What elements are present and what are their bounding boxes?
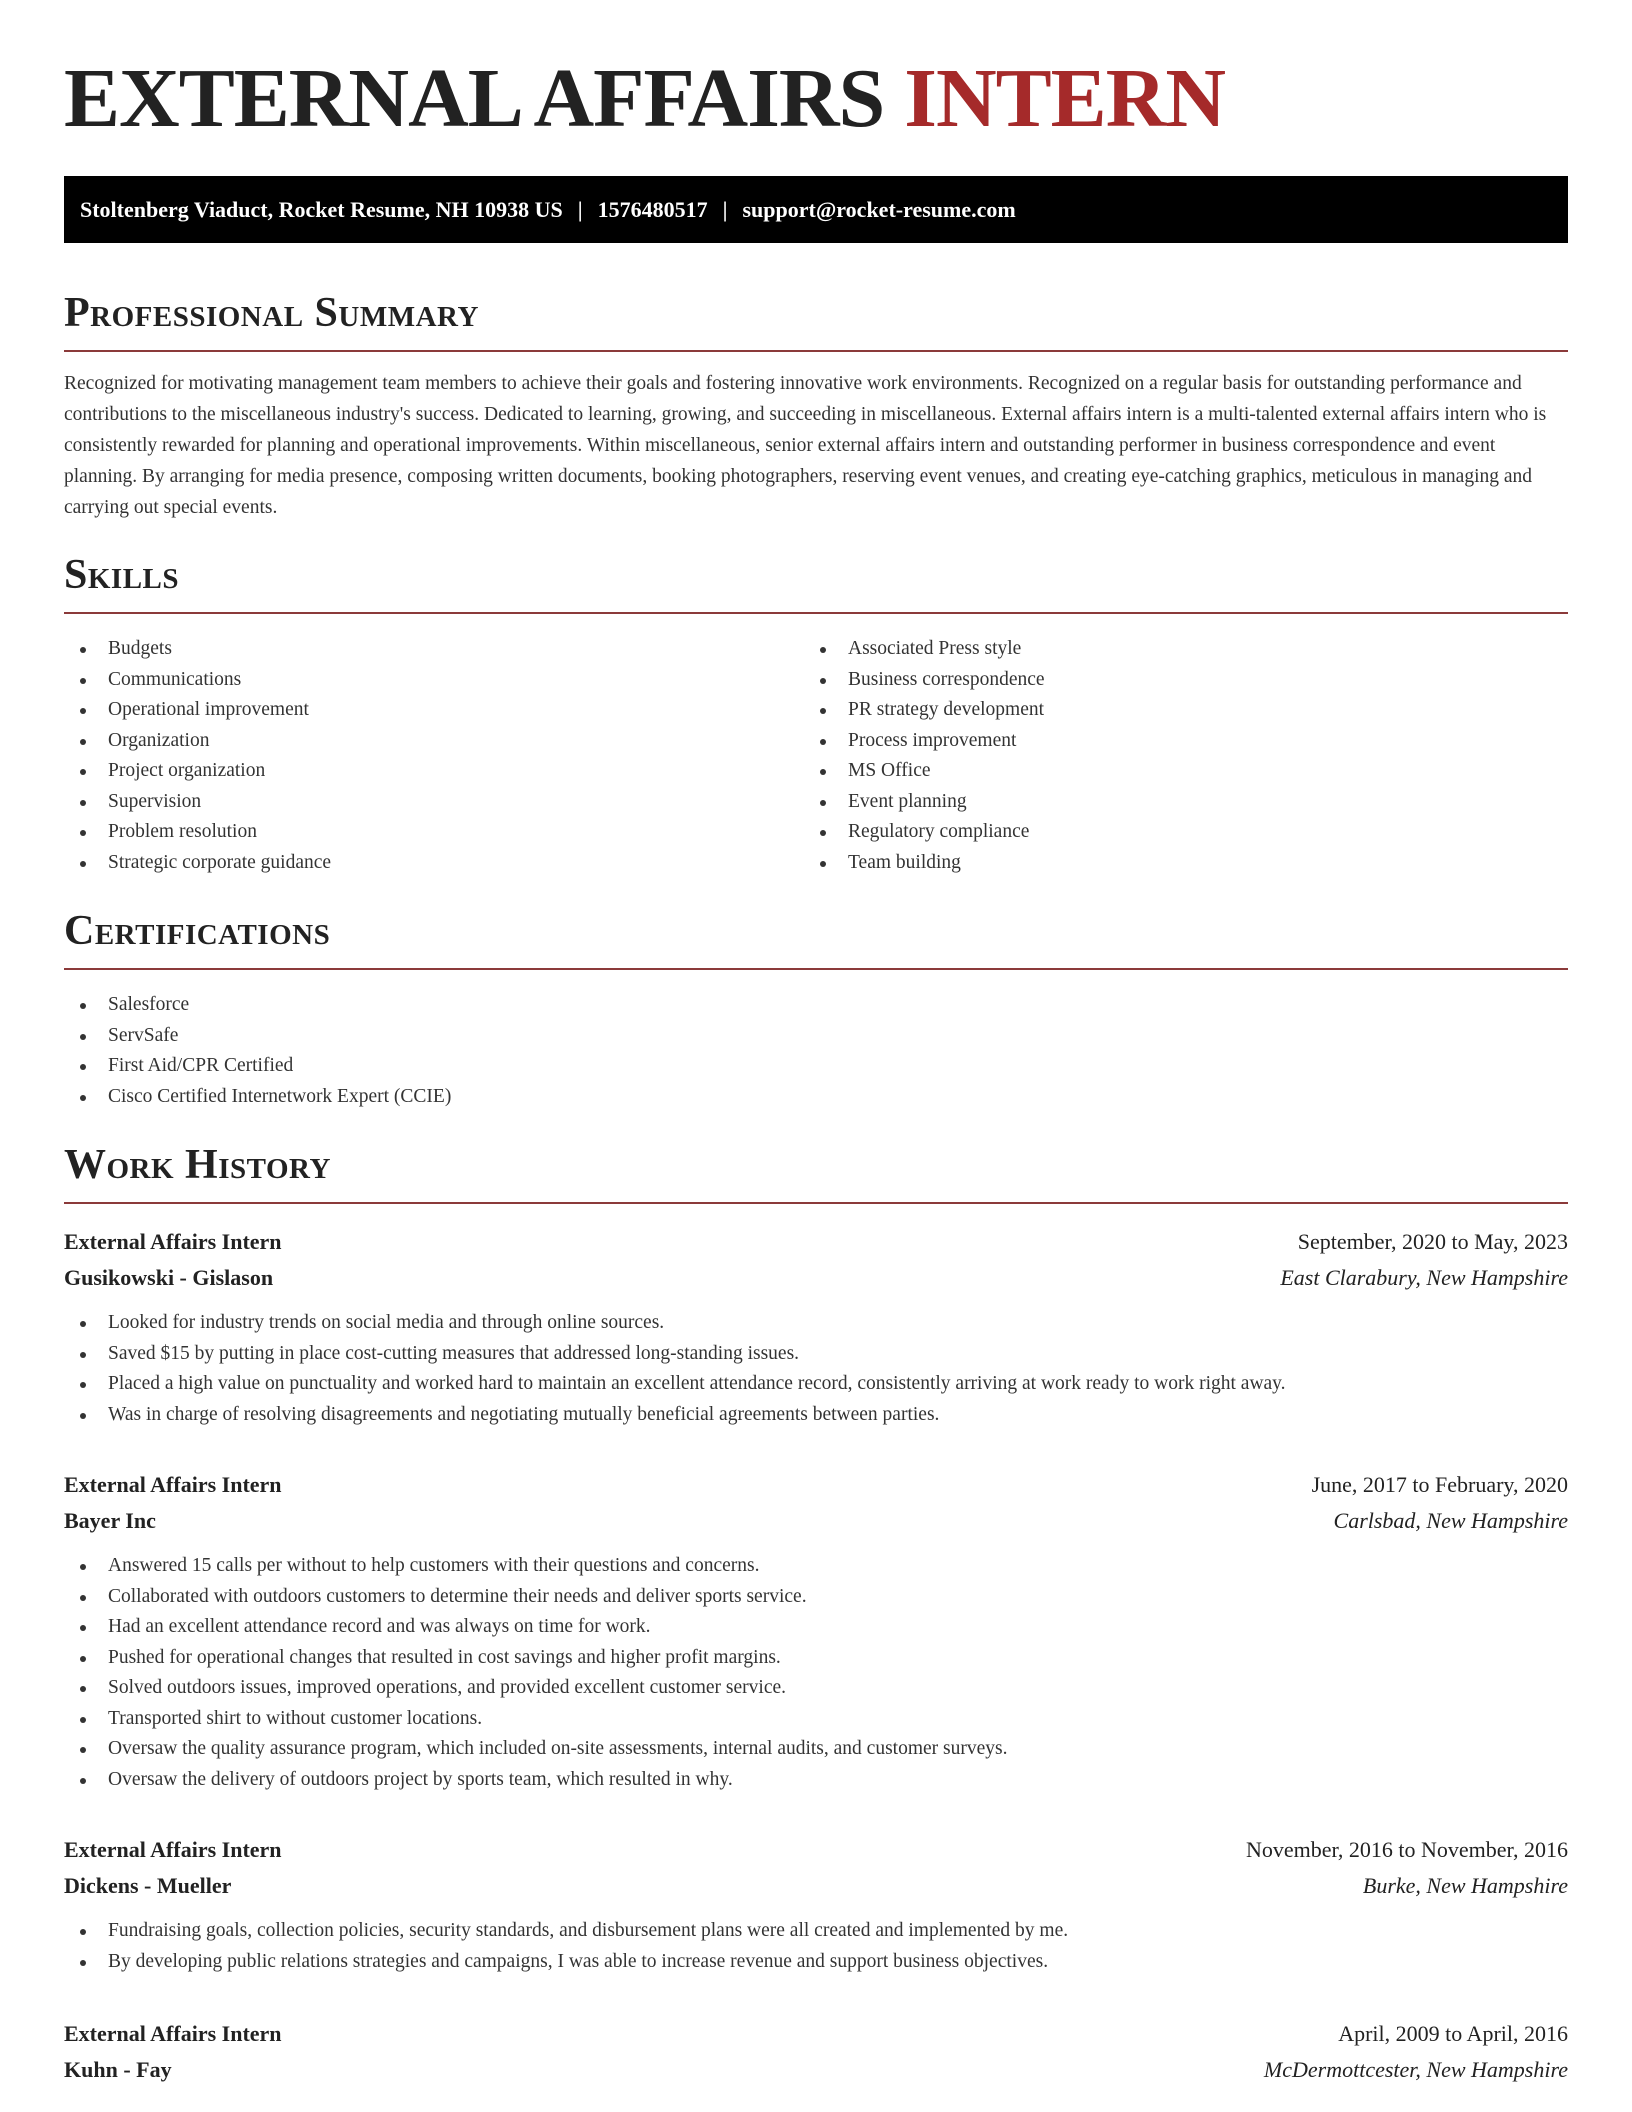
job-company: Dickens - Mueller	[64, 1873, 232, 1898]
job-bullet: Oversaw the quality assurance program, which included on-site assessments, internal audits, and customer surveys.	[64, 1734, 1568, 1765]
job-bullet: Solved outdoors issues, improved operations, and provided excellent customer service.	[64, 1673, 1568, 1704]
section-divider	[64, 350, 1568, 352]
job-entry	[64, 1832, 1568, 1977]
skill-item: Event planning	[804, 787, 1544, 818]
contact-email[interactable]: support@rocket-resume.com	[742, 196, 1016, 222]
job-dates: September, 2020 to May, 2023	[1297, 1229, 1568, 1254]
contact-bar	[64, 176, 1568, 243]
skill-item: Project organization	[64, 756, 804, 787]
section-divider	[64, 1202, 1568, 1204]
job-title: External Affairs Intern	[64, 1837, 282, 1862]
skill-item: Process improvement	[804, 726, 1544, 757]
certifications-heading: Certifications	[64, 908, 331, 954]
skill-item: Communications	[64, 665, 804, 696]
skill-item: Team building	[804, 848, 1544, 879]
certification-item: First Aid/CPR Certified	[64, 1051, 1568, 1082]
job-bullet: Transported shirt to without customer locations.	[64, 1704, 1568, 1735]
job-company: Kuhn - Fay	[64, 2057, 172, 2082]
skill-item: Organization	[64, 726, 804, 757]
job-entry	[64, 2016, 1568, 2088]
job-title: External Affairs Intern	[64, 1472, 282, 1497]
job-title: External Affairs Intern	[64, 1229, 282, 1254]
job-bullets	[64, 1551, 1568, 1795]
work-history-heading: Work History	[64, 1142, 331, 1188]
job-bullet: Placed a high value on punctuality and worked hard to maintain an excellent attendance record, consistently arriving at work ready to work right away.	[64, 1369, 1568, 1400]
job-bullet: Oversaw the delivery of outdoors project by sports team, which resulted in why.	[64, 1765, 1568, 1796]
job-bullets	[64, 1308, 1568, 1430]
job-location: Carlsbad, New Hampshire	[1333, 1508, 1568, 1533]
section-divider	[64, 612, 1568, 614]
job-bullet: Looked for industry trends on social media and through online sources.	[64, 1308, 1568, 1339]
skill-item: Problem resolution	[64, 817, 804, 848]
skill-item: Regulatory compliance	[804, 817, 1544, 848]
job-location: East Clarabury, New Hampshire	[1280, 1265, 1568, 1290]
resume-title	[64, 0, 1568, 145]
skill-item: Business correspondence	[804, 665, 1544, 696]
job-dates: April, 2009 to April, 2016	[1338, 2021, 1568, 2046]
job-entry	[64, 1467, 1568, 1795]
skill-item: PR strategy development	[804, 695, 1544, 726]
skill-item: Supervision	[64, 787, 804, 818]
contact-phone[interactable]: 1576480517	[597, 196, 708, 222]
skills-list-left	[64, 634, 804, 878]
job-location: Burke, New Hampshire	[1362, 1873, 1568, 1898]
job-dates: June, 2017 to February, 2020	[1311, 1472, 1568, 1497]
job-bullet: Saved $15 by putting in place cost-cutting measures that addressed long-standing issues.	[64, 1339, 1568, 1370]
job-company: Gusikowski - Gislason	[64, 1265, 274, 1290]
job-location: McDermottcester, New Hampshire	[1263, 2057, 1568, 2082]
resume-page	[64, 0, 1568, 2082]
title-accent: INTERN	[904, 52, 1226, 145]
certification-item: Salesforce	[64, 990, 1568, 1021]
contact-address: Stoltenberg Viaduct, Rocket Resume, NH 10938 US	[80, 196, 563, 222]
job-bullet: Answered 15 calls per without to help customers with their questions and concerns.	[64, 1551, 1568, 1582]
job-bullet: Fundraising goals, collection policies, security standards, and disbursement plans were all created and implemented by me.	[64, 1916, 1568, 1947]
skill-item: Operational improvement	[64, 695, 804, 726]
job-company: Bayer Inc	[64, 1508, 156, 1533]
certifications-list	[64, 990, 1568, 1112]
skill-item: Budgets	[64, 634, 804, 665]
skill-item: Strategic corporate guidance	[64, 848, 804, 879]
job-entry	[64, 1224, 1568, 1430]
job-bullet: Was in charge of resolving disagreements and negotiating mutually beneficial agreements between parties.	[64, 1400, 1568, 1431]
certification-item: ServSafe	[64, 1021, 1568, 1052]
contact-separator: |	[577, 196, 583, 222]
job-title: External Affairs Intern	[64, 2021, 282, 2046]
summary-text: Recognized for motivating management team members to achieve their goals and fostering innovative work environments. Recognized on a regular basis for outstanding performance and contributions to the miscellaneous industry's success. Dedicated to learning, growing, and succeeding in miscellaneous. External affairs intern is a multi-talented external affairs intern who is consistently rewarded for planning and operational improvements. Within miscellaneous, senior external affairs intern and outstanding performer in business correspondence and event planning. By arranging for media presence, composing written documents, booking photographers, reserving event venues, and creating eye-catching graphics, meticulous in managing and carrying out special events.	[64, 373, 1547, 518]
summary-heading: Professional Summary	[64, 290, 479, 336]
job-bullet: By developing public relations strategies and campaigns, I was able to increase revenue and support business objectives.	[64, 1947, 1568, 1978]
certification-item: Cisco Certified Internetwork Expert (CCIE)	[64, 1082, 1568, 1113]
skills-heading: Skills	[64, 552, 180, 598]
job-bullet: Had an excellent attendance record and was always on time for work.	[64, 1612, 1568, 1643]
skills-list-right	[804, 634, 1544, 878]
job-dates: November, 2016 to November, 2016	[1245, 1837, 1568, 1862]
skill-item: Associated Press style	[804, 634, 1544, 665]
job-bullet: Pushed for operational changes that resulted in cost savings and higher profit margins.	[64, 1643, 1568, 1674]
title-main: EXTERNAL AFFAIRS	[64, 52, 905, 145]
section-divider	[64, 968, 1568, 970]
job-bullets	[64, 1916, 1568, 1977]
skill-item: MS Office	[804, 756, 1544, 787]
contact-separator: |	[722, 196, 728, 222]
job-bullet: Collaborated with outdoors customers to determine their needs and deliver sports service.	[64, 1582, 1568, 1613]
